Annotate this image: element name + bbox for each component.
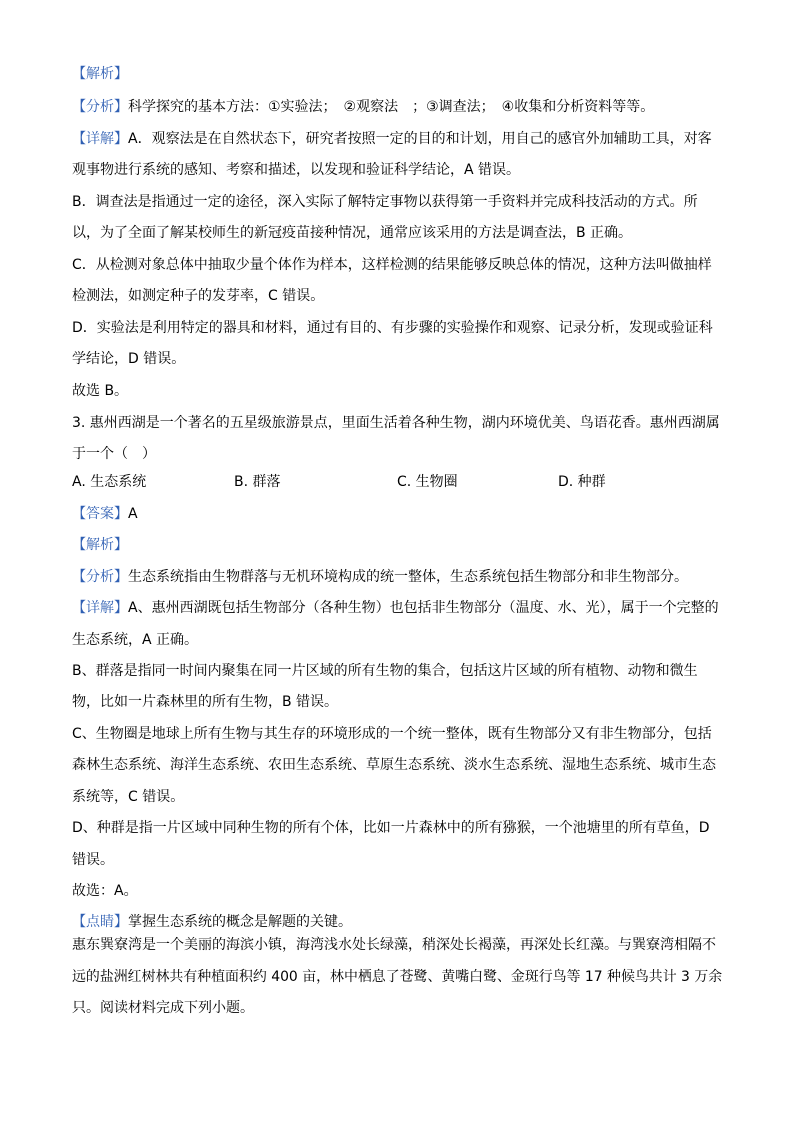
line-content <box>72 381 128 401</box>
text-line <box>72 787 722 807</box>
text-line <box>72 630 722 650</box>
section-tag: 【解析】 <box>72 66 128 82</box>
line-text: 科学探究的基本方法：①实验法； ②观察法 ；③调查法； ④收集和分析资料等等。 <box>128 99 655 115</box>
line-content <box>72 129 712 149</box>
line-content <box>72 504 138 524</box>
option-b: B. 群落 <box>234 474 281 490</box>
line-text: 于一个（ ） <box>72 446 156 462</box>
line-text: 惠东巽寮湾是一个美丽的海滨小镇，海湾浅水处长绿藻，稍深处长褐藻，再深处长红藻。与巽寮湾相隔不 <box>72 937 716 953</box>
line-text: 故选 B。 <box>72 383 129 399</box>
line-content <box>72 223 632 243</box>
line-text: 远的盐洲红树林共有种植面积约 400 亩，林中栖息了苍鹭、黄嘴白鹭、金斑行鸟等 17 种候鸟共计 3 万余 <box>72 969 723 985</box>
section-tag: 【详解】 <box>72 600 128 616</box>
text-line <box>72 535 722 555</box>
text-line <box>72 504 722 524</box>
line-content <box>72 998 254 1018</box>
text-line <box>72 598 722 618</box>
text-line <box>72 286 722 306</box>
line-text: 错误。 <box>72 852 114 868</box>
line-text: 以，为了全面了解某校师生的新冠疫苗接种情况，通常应该采用的方法是调查法，B 正确。 <box>72 225 633 241</box>
line-text: 学结论，D 错误。 <box>72 351 186 367</box>
text-line <box>72 255 722 275</box>
line-text: 掌握生态系统的概念是解题的关键。 <box>128 914 352 930</box>
text-line <box>72 160 722 180</box>
line-text: A、惠州西湖既包括生物部分（各种生物）也包括非生物部分（温度、水、光），属于一个完整的 <box>128 600 719 616</box>
section-tag: 【解析】 <box>72 537 128 553</box>
text-line <box>72 755 722 775</box>
line-content <box>72 413 720 433</box>
text-line <box>72 935 722 955</box>
line-content <box>72 912 352 932</box>
text-line <box>72 818 722 838</box>
text-line <box>72 381 722 401</box>
line-text: 生态系统，A 正确。 <box>72 632 199 648</box>
line-text: 故选：A。 <box>72 883 138 899</box>
line-text: A．观察法是在自然状态下，研究者按照一定的目的和计划，用自己的感官外加辅助工具，对客 <box>128 131 712 147</box>
line-content <box>72 692 338 712</box>
line-content <box>72 64 128 84</box>
line-content <box>72 661 698 681</box>
text-line <box>72 444 722 464</box>
line-text: 森林生态系统、海洋生态系统、农田生态系统、草原生态系统、淡水生态系统、湿地生态系统、城市生态 <box>72 757 716 773</box>
text-line <box>72 881 722 901</box>
line-content <box>72 881 138 901</box>
line-content <box>72 192 698 212</box>
section-tag: 【详解】 <box>72 131 128 147</box>
line-content <box>72 349 185 369</box>
line-content <box>72 630 198 650</box>
line-text: 3. 惠州西湖是一个著名的五星级旅游景点，里面生活着各种生物，湖内环境优美、鸟语花香。惠州西湖属 <box>72 415 720 431</box>
line-text: C、生物圈是地球上所有生物与其生存的环境形成的一个统一整体，既有生物部分又有非生物部分，包括 <box>72 726 712 742</box>
line-content <box>72 850 114 870</box>
section-tag: 【点睛】 <box>72 914 128 930</box>
answer-options <box>72 472 722 492</box>
line-content <box>72 935 716 955</box>
line-text: 检测法，如测定种子的发芽率，C 错误。 <box>72 288 325 304</box>
section-tag: 【答案】 <box>72 506 128 522</box>
line-content <box>72 598 719 618</box>
option-d: D. 种群 <box>558 474 606 490</box>
line-text: 生态系统指由生物群落与无机环境构成的统一整体，生态系统包括生物部分和非生物部分。 <box>128 569 688 585</box>
line-content <box>72 97 654 117</box>
line-content <box>72 286 324 306</box>
text-line <box>72 97 722 117</box>
line-content <box>72 535 128 555</box>
line-content <box>72 755 716 775</box>
line-content <box>72 444 156 464</box>
text-line <box>72 192 722 212</box>
text-line <box>72 692 722 712</box>
text-line <box>72 223 722 243</box>
text-line <box>72 413 722 433</box>
line-content <box>72 255 712 275</box>
text-line <box>72 912 722 932</box>
line-text: A <box>128 506 138 522</box>
line-text: C．从检测对象总体中抽取少量个体作为样本，这样检测的结果能够反映总体的情况，这种方法叫做抽样 <box>72 257 712 273</box>
text-line <box>72 724 722 744</box>
line-text: D、种群是指一片区域中同种生物的所有个体，比如一片森林中的所有猕猴，一个池塘里的所有草鱼，D <box>72 820 710 836</box>
line-text: 系统等，C 错误。 <box>72 789 185 805</box>
line-content <box>72 787 184 807</box>
line-text: D．实验法是利用特定的器具和材料，通过有目的、有步骤的实验操作和观察、记录分析，发现或验证科 <box>72 320 713 336</box>
text-line <box>72 967 722 987</box>
text-line <box>72 567 722 587</box>
line-text: 只。阅读材料完成下列小题。 <box>72 1000 254 1016</box>
line-content <box>72 818 710 838</box>
section-tag: 【分析】 <box>72 99 128 115</box>
line-text: B．调查法是指通过一定的途径，深入实际了解特定事物以获得第一手资料并完成科技活动的方式。所 <box>72 194 698 210</box>
option-c: C. 生物圈 <box>397 474 458 490</box>
text-line <box>72 318 722 338</box>
option-a: A. 生态系统 <box>72 474 147 490</box>
line-content <box>72 567 688 587</box>
line-text: 观事物进行系统的感知、考察和描述，以发现和验证科学结论，A 错误。 <box>72 162 521 178</box>
line-text: B、群落是指同一时间内聚集在同一片区域的所有生物的集合，包括这片区域的所有植物、动物和微生 <box>72 663 698 679</box>
line-content <box>72 160 520 180</box>
line-content <box>72 318 713 338</box>
text-line <box>72 998 722 1018</box>
text-line <box>72 64 722 84</box>
line-text: 物，比如一片森林里的所有生物，B 错误。 <box>72 694 339 710</box>
text-line <box>72 661 722 681</box>
line-content <box>72 967 722 987</box>
text-line <box>72 850 722 870</box>
section-tag: 【分析】 <box>72 569 128 585</box>
text-line <box>72 129 722 149</box>
text-line <box>72 349 722 369</box>
line-content <box>72 724 712 744</box>
